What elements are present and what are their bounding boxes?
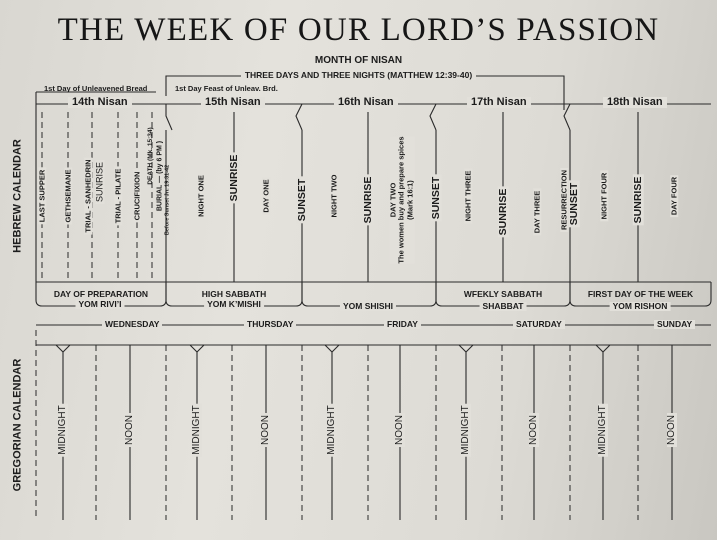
gregorian-calendar-label: GREGORIAN CALENDAR: [11, 358, 24, 492]
nisan-18-header: 18th Nisan: [603, 97, 667, 108]
sunset-15: SUNSET: [295, 178, 308, 222]
sunrise-16: SUNRISE: [361, 176, 374, 224]
event-burial-note: Before Sunset Jn. 19:31-42: [164, 164, 171, 236]
event-trial-sanhedrin: TRIAL - SANHEDRIN: [83, 159, 93, 233]
midnight-wed: MIDNIGHT: [57, 405, 68, 455]
yom-kmishi: YOM K’MISHI: [204, 300, 264, 309]
event-burial: BURIAL — (by 6 PM ): [156, 140, 164, 212]
event-crucifixion: CRUCIFIXION: [132, 171, 142, 221]
day-four: DAY FOUR: [669, 176, 679, 216]
event-gethsemane: GETHSEMANE: [63, 169, 73, 223]
day-three: DAY THREE: [532, 190, 542, 234]
day-two-block: [390, 136, 415, 263]
gregorian-saturday: SATURDAY: [513, 320, 565, 329]
gregorian-thursday: THURSDAY: [244, 320, 296, 329]
day-one: DAY ONE: [261, 179, 271, 213]
nisan-15-header: 15th Nisan: [201, 97, 265, 108]
midnight-sat: MIDNIGHT: [460, 405, 471, 455]
weekly-sabbath: WFEKLY SABBATH: [463, 289, 543, 299]
gregorian-friday: FRIDAY: [384, 320, 421, 329]
unleavened-feast-label: 1st Day Feast of Unleav. Brd.: [175, 84, 278, 93]
three-days-label: THREE DAYS AND THREE NIGHTS (MATTHEW 12:39-40): [0, 71, 717, 80]
sunset-16: SUNSET: [429, 176, 442, 220]
noon-thu: NOON: [260, 415, 271, 445]
yom-shishi: YOM SHISHI: [340, 302, 396, 311]
event-death: DEATH (Mk. 15:34): [146, 127, 154, 185]
women-ref: (Mark 16:1): [405, 180, 415, 220]
midnight-sun: MIDNIGHT: [597, 405, 608, 455]
unleavened-day1-label: 1st Day of Unleavened Bread: [44, 84, 148, 93]
night-three: NIGHT THREE: [463, 170, 473, 222]
sunrise-18: SUNRISE: [631, 176, 644, 224]
nisan-14-header: 14th Nisan: [68, 97, 132, 108]
resurrection: RESURRECTION: [559, 169, 569, 231]
shabbat: SHABBAT: [480, 302, 527, 311]
noon-sat: NOON: [528, 415, 539, 445]
first-day-of-week: FIRST DAY OF THE WEEK: [587, 289, 694, 299]
day-two: DAY TWO: [388, 182, 398, 218]
high-sabbath: HIGH SABBATH: [201, 289, 267, 299]
event-sunrise: SUNRISE: [94, 161, 105, 203]
page-title: THE WEEK OF OUR LORD’S PASSION: [57, 12, 660, 48]
nisan-16-header: 16th Nisan: [334, 97, 398, 108]
noon-sun: NOON: [666, 415, 677, 445]
sunrise-15: SUNRISE: [227, 154, 240, 202]
day-of-preparation: DAY OF PREPARATION: [53, 289, 149, 299]
month-label: MONTH OF NISAN: [314, 55, 403, 66]
night-one: NIGHT ONE: [196, 175, 206, 217]
sunrise-17: SUNRISE: [496, 188, 509, 236]
night-four: NIGHT FOUR: [599, 172, 609, 220]
yom-rivii: YOM RIVI’I: [76, 300, 125, 309]
gregorian-sunday: SUNDAY: [654, 320, 695, 329]
gregorian-wednesday: WEDNESDAY: [102, 320, 162, 329]
night-two: NIGHT TWO: [329, 174, 339, 218]
noon-wed: NOON: [124, 415, 135, 445]
yom-rishon: YOM RISHON: [610, 302, 671, 311]
event-last-supper: LAST SUPPER: [37, 169, 47, 223]
event-trial-pilate: TRIAL - PILATE: [113, 168, 123, 224]
hebrew-calendar-label: HEBREW CALENDAR: [11, 139, 24, 253]
noon-fri: NOON: [394, 415, 405, 445]
nisan-17-header: 17th Nisan: [467, 97, 531, 108]
midnight-fri: MIDNIGHT: [326, 405, 337, 455]
sunset-17: SUNSET: [567, 182, 580, 226]
women-note: The women buy and prepare spices: [396, 136, 406, 264]
midnight-thu: MIDNIGHT: [191, 405, 202, 455]
